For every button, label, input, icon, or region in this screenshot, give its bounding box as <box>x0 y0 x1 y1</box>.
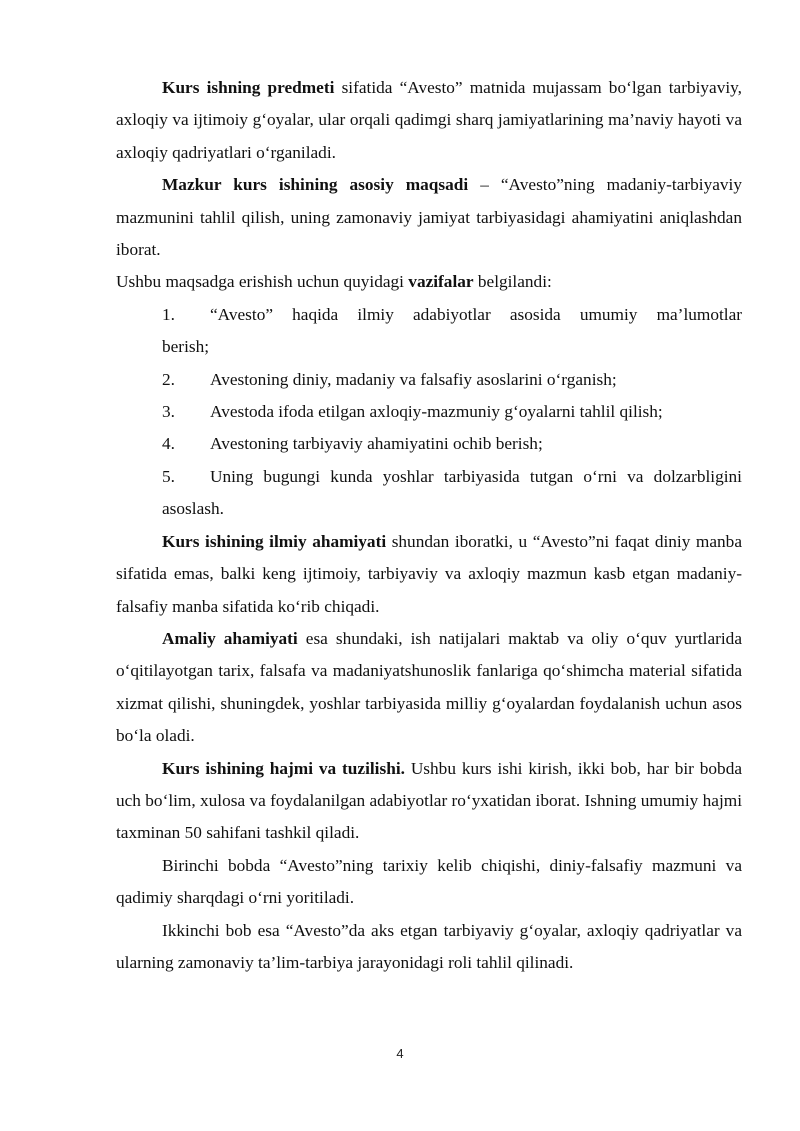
task-text: Avestoning diniy, madaniy va falsafiy asoslarini o‘rganish; <box>210 369 617 389</box>
heading-goal: Mazkur kurs ishining asosiy maqsadi <box>162 175 469 195</box>
paragraph-practical-text: esa shundaki, ish natijalari maktab va oliy o‘quv yurtlarida o‘qitilayotgan tarix, falsafa va madaniyatshunoslik fanlariga qo‘shimcha material sifatida xizmat qilishi, shuningdek, yoshlar tarbiyasida milliy g‘oyalardan foydalanish uchun asos bo‘la oladi. <box>116 628 742 746</box>
page-body <box>116 72 742 979</box>
task-number: 5. <box>162 466 175 486</box>
paragraph-chapter-two: Ikkinchi bob esa “Avesto”da aks etgan tarbiyaviy g‘oyalar, axloqiy qadriyatlar va ularning zamonaviy ta’lim-tarbiya jarayonidagi roli tahlil qilinadi. <box>116 920 742 972</box>
task-item-5 <box>162 461 742 526</box>
paragraph-scientific-text: shundan iboratki, u “Avesto”ni faqat diniy manba sifatida emas, balki keng ijtimoiy, tarbiyaviy va axloqiy mazmun kasb etgan madaniy-falsafiy manba sifatida ko‘rib chiqadi. <box>116 531 742 616</box>
task-text: Avestoda ifoda etilgan axloqiy-mazmuniy g‘oyalarni tahlil qilish; <box>210 402 663 422</box>
page-number: 4 <box>396 1046 404 1061</box>
task-number: 2. <box>162 369 175 389</box>
heading-scientific-significance: Kurs ishining ilmiy ahamiyati <box>162 531 387 551</box>
task-item-1 <box>162 299 742 364</box>
paragraph-scientific-significance <box>116 526 742 623</box>
task-text: Uning bugungi kunda yoshlar tarbiyasida tutgan o‘rni va dolzarbligini asoslash. <box>162 466 742 519</box>
task-number: 4. <box>162 434 175 454</box>
heading-structure: Kurs ishining hajmi va tuzilishi. <box>162 758 405 778</box>
heading-tasks: vazifalar <box>408 272 474 292</box>
task-item-2 <box>162 364 742 396</box>
paragraph-tasks-intro <box>116 266 742 298</box>
task-text: “Avesto” haqida ilmiy adabiyotlar asosida umumiy ma’lumotlar berish; <box>162 304 742 357</box>
paragraph-goal-text: – “Avesto”ning madaniy-tarbiyaviy mazmunini tahlil qilish, uning zamonaviy jamiyat tarbiyasidagi ahamiyatini aniqlashdan iborat. <box>116 175 742 260</box>
task-item-3 <box>162 396 742 428</box>
heading-subject: Kurs ishning predmeti <box>162 78 335 97</box>
heading-practical-significance: Amaliy ahamiyati <box>162 628 298 648</box>
task-text: Avestoning tarbiyaviy ahamiyatini ochib berish; <box>210 434 543 454</box>
tasks-intro-before: Ushbu maqsadga erishish uchun quyidagi <box>116 272 409 292</box>
tasks-intro-after: belgilandi: <box>473 272 552 292</box>
task-number: 3. <box>162 402 175 422</box>
paragraph-subject-text: sifatida “Avesto” matnida mujassam bo‘lgan tarbiyaviy, axloqiy va ijtimoiy g‘oyalar, ular orqali qadimgi sharq jamiyatlarining ma’naviy hayoti va axloqiy qadriyatlari o‘rganiladi. <box>116 78 742 162</box>
task-number: 1. <box>162 304 175 324</box>
paragraph-chapter-one: Birinchi bobda “Avesto”ning tarixiy kelib chiqishi, diniy-falsafiy mazmuni va qadimiy sharqdagi o‘rni yoritiladi. <box>116 855 742 908</box>
task-item-4 <box>162 428 742 460</box>
paragraph-subject <box>116 72 742 169</box>
paragraph-goal <box>116 169 742 266</box>
paragraph-practical-significance <box>116 623 742 753</box>
paragraph-structure-text: Ushbu kurs ishi kirish, ikki bob, har bir bobda uch bo‘lim, xulosa va foydalanilgan adabiyotlar ro‘yxatidan iborat. Ishning umumiy hajmi taxminan 50 sahifani tashkil qiladi. <box>116 758 743 843</box>
paragraph-structure <box>116 753 742 850</box>
